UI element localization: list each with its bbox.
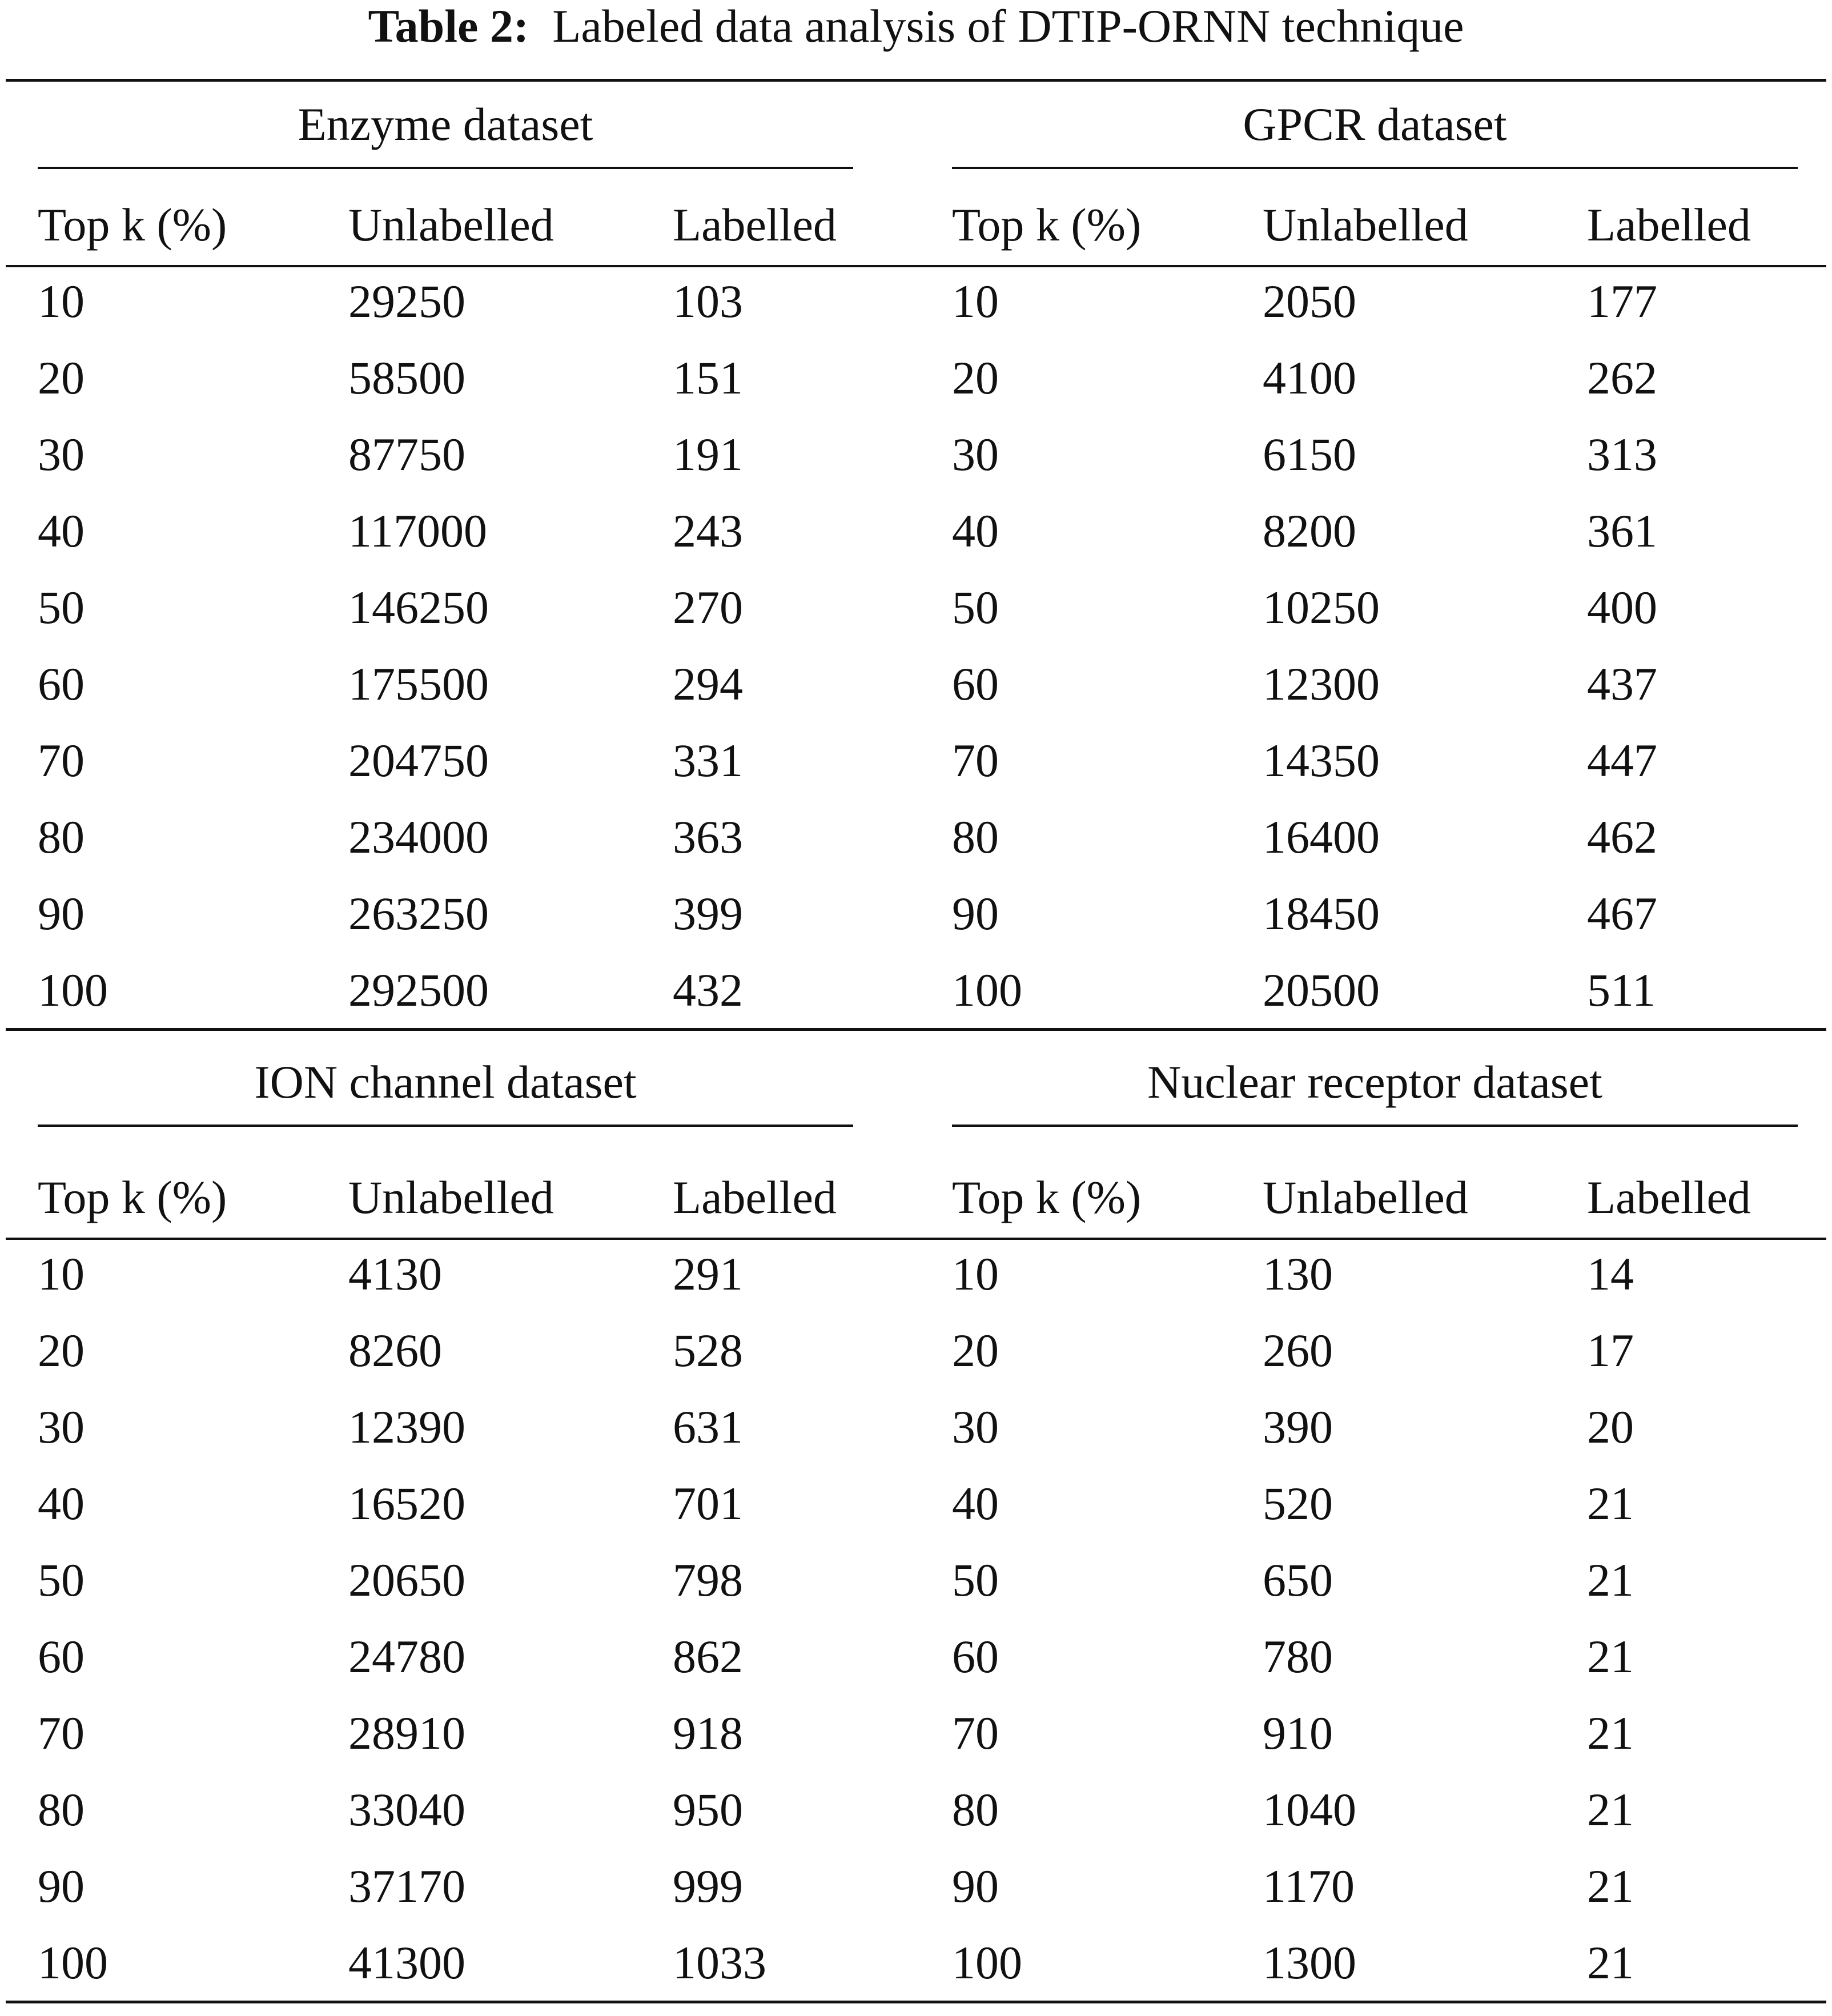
table-cell: 50	[952, 581, 999, 633]
table-cell: 58500	[348, 352, 465, 404]
table-cell: 80	[952, 1784, 999, 1836]
table-cell: 10	[38, 1248, 85, 1300]
table-cell: 30	[38, 1401, 85, 1453]
table-cell: 1170	[1263, 1860, 1355, 1912]
table-cell: 18450	[1263, 887, 1380, 939]
table-cell: 1040	[1263, 1784, 1356, 1836]
table-cell: 313	[1587, 428, 1657, 480]
table-cell: 4100	[1263, 352, 1356, 404]
table-cell: 260	[1263, 1324, 1333, 1376]
table-cell: 6150	[1263, 428, 1356, 480]
table-cell: 29250	[348, 275, 465, 327]
table-cell: 918	[673, 1707, 743, 1759]
dataset-group-rule	[38, 1125, 853, 1127]
table-cell: 1033	[673, 1937, 766, 1989]
column-header: Unlabelled	[348, 199, 554, 251]
table-cell: 780	[1263, 1631, 1333, 1682]
table-cell: 60	[952, 1631, 999, 1682]
table-cell: 1300	[1263, 1937, 1356, 1989]
dataset-title: Nuclear receptor dataset	[1147, 1056, 1602, 1108]
table-cell: 262	[1587, 352, 1657, 404]
table-cell: 12390	[348, 1401, 465, 1453]
column-header: Labelled	[1587, 1171, 1751, 1223]
column-header: Top k (%)	[952, 199, 1142, 251]
table-cell: 270	[673, 581, 743, 633]
column-header: Unlabelled	[1263, 1171, 1468, 1223]
table-cell: 33040	[348, 1784, 465, 1836]
table-cell: 30	[952, 428, 999, 480]
table-cell: 90	[38, 887, 85, 939]
table-cell: 21	[1587, 1784, 1634, 1836]
table-caption-label: Table 2:	[368, 0, 529, 52]
table-cell: 10	[952, 1248, 999, 1300]
table-cell: 90	[952, 887, 999, 939]
table-cell: 14	[1587, 1248, 1634, 1300]
table-cell: 40	[38, 505, 85, 557]
table-cell: 20	[38, 352, 85, 404]
table-cell: 12300	[1263, 658, 1380, 710]
column-header: Unlabelled	[1263, 199, 1468, 251]
table-cell: 21	[1587, 1554, 1634, 1606]
table-cell: 437	[1587, 658, 1657, 710]
table-cell: 17	[1587, 1324, 1634, 1376]
table-cell: 70	[952, 734, 999, 786]
dataset-group-rule	[952, 167, 1798, 169]
column-header: Top k (%)	[38, 1171, 227, 1223]
table-cell: 80	[38, 1784, 85, 1836]
table-cell: 21	[1587, 1860, 1634, 1912]
table-cell: 90	[952, 1860, 999, 1912]
table-cell: 87750	[348, 428, 465, 480]
table-cell: 14350	[1263, 734, 1380, 786]
table-cell: 798	[673, 1554, 743, 1606]
table-cell: 447	[1587, 734, 1657, 786]
table-cell: 292500	[348, 964, 489, 1016]
table-cell: 60	[38, 1631, 85, 1682]
table-cell: 70	[952, 1707, 999, 1759]
table-cell: 331	[673, 734, 743, 786]
table-cell: 30	[38, 428, 85, 480]
column-header: Labelled	[673, 199, 837, 251]
table-cell: 41300	[348, 1937, 465, 1989]
table-cell: 40	[952, 1477, 999, 1529]
table-cell: 399	[673, 887, 743, 939]
table-cell: 950	[673, 1784, 743, 1836]
table-cell: 20650	[348, 1554, 465, 1606]
table-caption-text: Labeled data analysis of DTIP-ORNN technique	[552, 0, 1464, 52]
table-cell: 20	[1587, 1401, 1634, 1453]
table-cell: 100	[38, 964, 108, 1016]
table-cell: 24780	[348, 1631, 465, 1682]
table-cell: 650	[1263, 1554, 1333, 1606]
column-header: Top k (%)	[952, 1171, 1142, 1223]
table-cell: 294	[673, 658, 743, 710]
table-cell: 631	[673, 1401, 743, 1453]
table-cell: 234000	[348, 811, 489, 863]
table-cell: 100	[38, 1937, 108, 1989]
table-cell: 100	[952, 1937, 1022, 1989]
table-cell: 701	[673, 1477, 743, 1529]
table-cell: 528	[673, 1324, 743, 1376]
table-cell: 151	[673, 352, 743, 404]
table-cell: 511	[1587, 964, 1656, 1016]
table-cell: 10	[38, 275, 85, 327]
table-cell: 8260	[348, 1324, 442, 1376]
table-cell: 291	[673, 1248, 743, 1300]
column-header: Top k (%)	[38, 199, 227, 251]
table-cell: 8200	[1263, 505, 1356, 557]
top-rule	[6, 79, 1826, 82]
column-header: Labelled	[1587, 199, 1751, 251]
dataset-group-rule	[952, 1125, 1798, 1127]
table-cell: 130	[1263, 1248, 1333, 1300]
table-cell: 390	[1263, 1401, 1333, 1453]
table-cell: 117000	[348, 505, 487, 557]
column-header: Labelled	[673, 1171, 837, 1223]
column-header: Unlabelled	[348, 1171, 554, 1223]
table-cell: 50	[38, 1554, 85, 1606]
table-cell: 16400	[1263, 811, 1380, 863]
table-cell: 90	[38, 1860, 85, 1912]
table-cell: 21	[1587, 1631, 1634, 1682]
table-cell: 177	[1587, 275, 1657, 327]
panel-divider-rule	[6, 1028, 1826, 1031]
table-cell: 400	[1587, 581, 1657, 633]
table-cell: 462	[1587, 811, 1657, 863]
table-cell: 20	[38, 1324, 85, 1376]
table-cell: 10	[952, 275, 999, 327]
table-cell: 175500	[348, 658, 489, 710]
table-cell: 243	[673, 505, 743, 557]
table-cell: 16520	[348, 1477, 465, 1529]
table-cell: 520	[1263, 1477, 1333, 1529]
header-rule	[6, 1238, 1826, 1240]
dataset-title: Enzyme dataset	[298, 98, 593, 150]
table-cell: 80	[952, 811, 999, 863]
table-cell: 363	[673, 811, 743, 863]
table-cell: 103	[673, 275, 743, 327]
table-cell: 21	[1587, 1477, 1634, 1529]
table-cell: 80	[38, 811, 85, 863]
table-cell: 20	[952, 352, 999, 404]
table-cell: 50	[38, 581, 85, 633]
table-cell: 263250	[348, 887, 489, 939]
table-cell: 60	[38, 658, 85, 710]
bottom-rule	[6, 2001, 1826, 2003]
table-cell: 70	[38, 734, 85, 786]
table-cell: 21	[1587, 1937, 1634, 1989]
table-cell: 910	[1263, 1707, 1333, 1759]
table-cell: 28910	[348, 1707, 465, 1759]
table-cell: 4130	[348, 1248, 442, 1300]
dataset-title: ION channel dataset	[254, 1056, 637, 1108]
table-cell: 999	[673, 1860, 743, 1912]
table-cell: 204750	[348, 734, 489, 786]
table-cell: 60	[952, 658, 999, 710]
table-cell: 50	[952, 1554, 999, 1606]
table-cell: 30	[952, 1401, 999, 1453]
table-cell: 40	[952, 505, 999, 557]
table-cell: 20	[952, 1324, 999, 1376]
header-rule	[6, 265, 1826, 267]
table-cell: 432	[673, 964, 743, 1016]
table-caption	[0, 0, 1832, 57]
table-cell: 2050	[1263, 275, 1356, 327]
dataset-group-rule	[38, 167, 853, 169]
table-cell: 21	[1587, 1707, 1634, 1759]
table-cell: 361	[1587, 505, 1657, 557]
table-cell: 100	[952, 964, 1022, 1016]
table-cell: 20500	[1263, 964, 1380, 1016]
table-cell: 40	[38, 1477, 85, 1529]
table-cell: 70	[38, 1707, 85, 1759]
table-cell: 862	[673, 1631, 743, 1682]
dataset-title: GPCR dataset	[1243, 98, 1507, 150]
table-cell: 467	[1587, 887, 1657, 939]
table-cell: 191	[673, 428, 743, 480]
table-cell: 146250	[348, 581, 489, 633]
table-cell: 37170	[348, 1860, 465, 1912]
table-cell: 10250	[1263, 581, 1380, 633]
